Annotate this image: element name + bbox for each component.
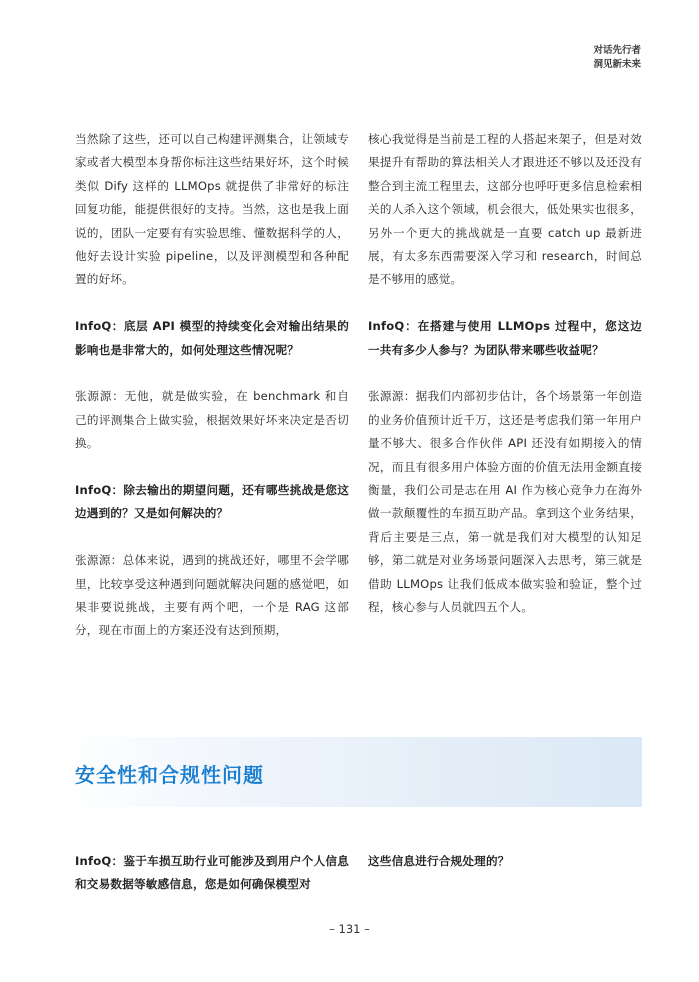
interview-question: InfoQ：除去输出的期望问题，还有哪些挑战是您这边遇到的？又是如何解决的？ (75, 483, 349, 521)
header-line-2: 洞见新未来 (593, 59, 641, 70)
interview-question: InfoQ：鉴于车损互助行业可能涉及到用户个人信息和交易数据等敏感信息，您是如何确保模型对 (75, 854, 349, 892)
paragraph: 核心我觉得是当前是工程的人搭起来架子，但是对效果提升有帮助的算法相关人才跟进还不够以及还没有整合到主流工程里去，这部分也呼吁更多信息检索相关的人杀入这个领域，机会很大，低处果实也很多，另外一个更大的挑战就是一直要 catch up 最新进展，有太多东西需要深入学习和 research，时间总是不够用的感觉。 (368, 132, 642, 287)
interview-answer: 张源源：总体来说，遇到的挑战还好，哪里不会学哪里，比较享受这种遇到问题就解决问题的感觉吧，如果非要说挑战，主要有两个吧，一个是 RAG 这部分，现在市面上的方案还没有达到预期， (75, 553, 349, 638)
left-column-bottom (75, 850, 349, 920)
section-title: 安全性和合规性问题 (75, 763, 264, 787)
section-banner (58, 737, 642, 807)
header-line-1: 对话先行者 (593, 45, 641, 56)
left-column (75, 128, 349, 666)
interview-answer: 张源源：无他，就是做实验，在 benchmark 和自己的评测集合上做实验，根据效果好坏来决定是否切换。 (75, 389, 349, 451)
running-header (593, 44, 641, 72)
interview-question-continued: 这些信息进行合规处理的？ (368, 854, 510, 868)
interview-answer: 张源源：据我们内部初步估计，各个场景第一年创造的业务价值预计近千万，这还是考虑我们第一年用户量不够大、很多合作伙伴 API 还没有如期接入的情况，而且有很多用户体验方面的价值无法用金额直接衡量，我们公司是志在用 AI 作为核心竞争力在海外做一款颠覆性的车损互助产品。拿到这个业务结果，背后主要是三点，第一就是我们对大模型的认知足够，第二就是对业务场景问题深入去思考，第三就是借助 LLMOps 让我们低成本做实验和验证，整个过程，核心参与人员就四五个人。 (368, 389, 642, 615)
paragraph: 当然除了这些，还可以自己构建评测集合，让领域专家或者大模型本身帮你标注这些结果好坏，这个时候类似 Dify 这样的 LLMOps 就提供了非常好的标注回复功能，能提供很好的支持。当然，这也是我上面说的，团队一定要有有实验思维、懂数据科学的人，他好去设计实验 pipeline，以及评测模型和各种配置的好坏。 (75, 132, 349, 287)
page-number: – 131 – (329, 922, 370, 936)
right-column (368, 128, 642, 643)
interview-question: InfoQ：底层 API 模型的持续变化会对输出结果的影响也是非常大的，如何处理这些情况呢？ (75, 319, 349, 357)
interview-question: InfoQ：在搭建与使用 LLMOps 过程中，您这边一共有多少人参与？为团队带来哪些收益呢？ (368, 319, 642, 357)
right-column-bottom (368, 850, 642, 897)
